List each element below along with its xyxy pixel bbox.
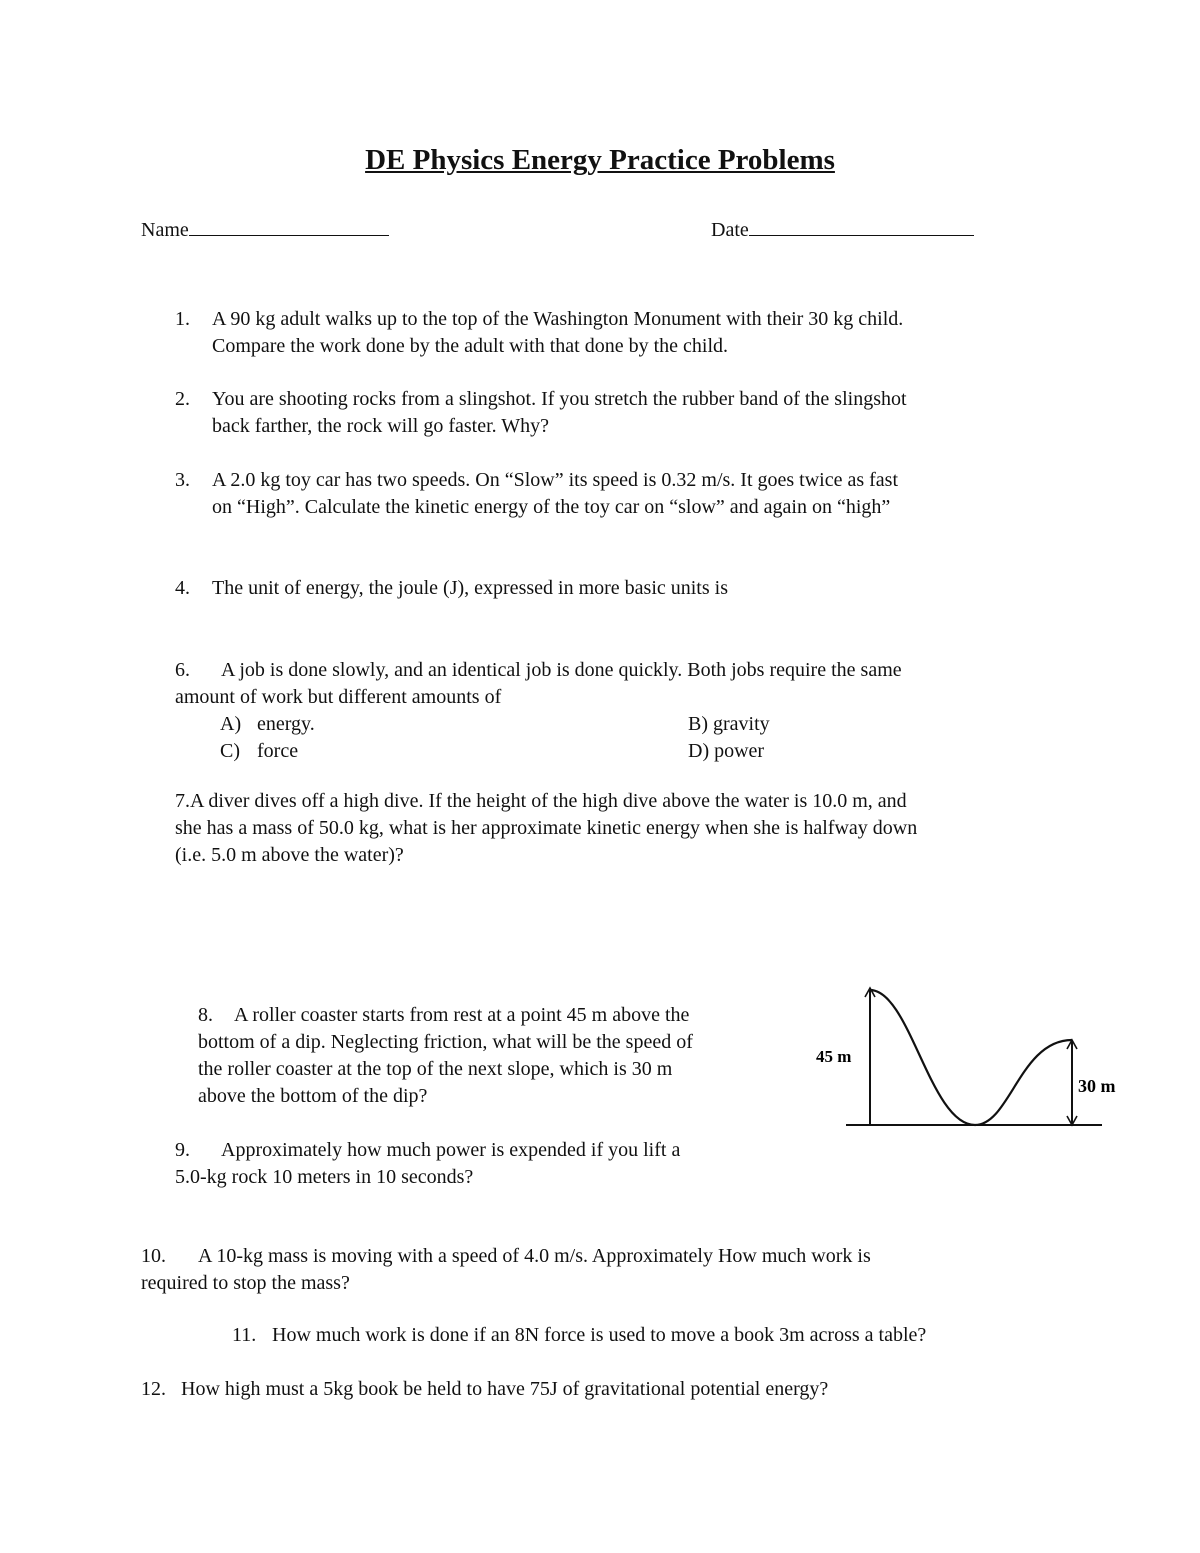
problem-number: 4. [175, 577, 190, 599]
date-label: Date [711, 219, 749, 241]
problem-text: A 90 kg adult walks up to the top of the Washington Monument with their 30 kg child. [212, 308, 904, 330]
problem-text: The unit of energy, the joule (J), expressed in more basic units is [212, 577, 728, 599]
problem-number: 8. [198, 1004, 213, 1026]
date-blank[interactable] [749, 216, 974, 236]
track-curve [870, 990, 1072, 1125]
problem-text: 5.0-kg rock 10 meters in 10 seconds? [175, 1166, 474, 1188]
problem-text: Compare the work done by the adult with that done by the child. [212, 335, 728, 357]
problem-text: Approximately how much power is expended if you lift a [221, 1139, 681, 1161]
problem-7 [175, 788, 917, 869]
choice-letter: C) [220, 740, 240, 762]
choice-letter: B) [688, 713, 708, 735]
problem-text: 7.A diver dives off a high dive. If the height of the high dive above the water is 10.0 m, and [175, 790, 907, 812]
problem-text: A roller coaster starts from rest at a point 45 m above the [234, 1004, 690, 1026]
problem-10 [141, 1243, 871, 1297]
problem-text: How much work is done if an 8N force is used to move a book 3m across a table? [272, 1324, 927, 1346]
name-blank[interactable] [189, 216, 389, 236]
problem-text: the roller coaster at the top of the next slope, which is 30 m [198, 1058, 673, 1080]
choice-text: gravity [713, 713, 770, 735]
name-field[interactable] [141, 216, 389, 242]
problem-number: 3. [175, 469, 190, 491]
choice-text: power [714, 740, 765, 762]
problem-text: she has a mass of 50.0 kg, what is her approximate kinetic energy when she is halfway down [175, 817, 918, 839]
problem-text: You are shooting rocks from a slingshot. If you stretch the rubber band of the slingshot [212, 388, 907, 410]
name-label: Name [141, 219, 189, 241]
problem-3 [175, 467, 898, 521]
problem-number: 10. [141, 1245, 166, 1267]
label-45m: 45 m [816, 1047, 852, 1066]
problem-text: (i.e. 5.0 m above the water)? [175, 844, 404, 866]
problem-text: amount of work but different amounts of [175, 686, 502, 708]
date-field[interactable] [711, 216, 974, 242]
problem-4 [175, 575, 728, 602]
roller-coaster-diagram [810, 980, 1130, 1140]
choice-d[interactable] [688, 738, 764, 765]
problem-number: 2. [175, 388, 190, 410]
label-30m: 30 m [1078, 1076, 1116, 1096]
problem-9 [175, 1137, 680, 1191]
choice-letter: D) [688, 740, 710, 762]
problem-number: 11. [232, 1324, 257, 1346]
problem-text: above the bottom of the dip? [198, 1085, 428, 1107]
page-title: DE Physics Energy Practice Problems [365, 144, 835, 176]
choice-letter: A) [220, 713, 242, 735]
choice-a[interactable] [220, 711, 315, 738]
problem-text: A job is done slowly, and an identical job is done quickly. Both jobs require the same [221, 659, 902, 681]
problem-text: A 2.0 kg toy car has two speeds. On “Slow” its speed is 0.32 m/s. It goes twice as fast [212, 469, 899, 491]
problem-11 [232, 1322, 926, 1349]
problem-6 [175, 657, 902, 711]
problem-number: 12. [141, 1378, 166, 1400]
problem-number: 1. [175, 308, 190, 330]
problem-text: bottom of a dip. Neglecting friction, what will be the speed of [198, 1031, 693, 1053]
problem-text: required to stop the mass? [141, 1272, 350, 1294]
problem-text: How high must a 5kg book be held to have 75J of gravitational potential energy? [181, 1378, 829, 1400]
problem-text: on “High”. Calculate the kinetic energy of the toy car on “slow” and again on “high” [212, 496, 891, 518]
problem-8 [198, 1002, 693, 1110]
choice-c[interactable] [220, 738, 298, 765]
problem-1 [175, 306, 903, 360]
problem-text: A 10-kg mass is moving with a speed of 4.0 m/s. Approximately How much work is [198, 1245, 871, 1267]
choice-b[interactable] [688, 711, 770, 738]
choice-text: force [257, 740, 299, 762]
problem-2 [175, 386, 907, 440]
problem-number: 9. [175, 1139, 190, 1161]
problem-text: back farther, the rock will go faster. Why? [212, 415, 550, 437]
problem-number: 6. [175, 659, 190, 681]
choice-text: energy. [257, 713, 315, 735]
problem-12 [141, 1376, 828, 1403]
